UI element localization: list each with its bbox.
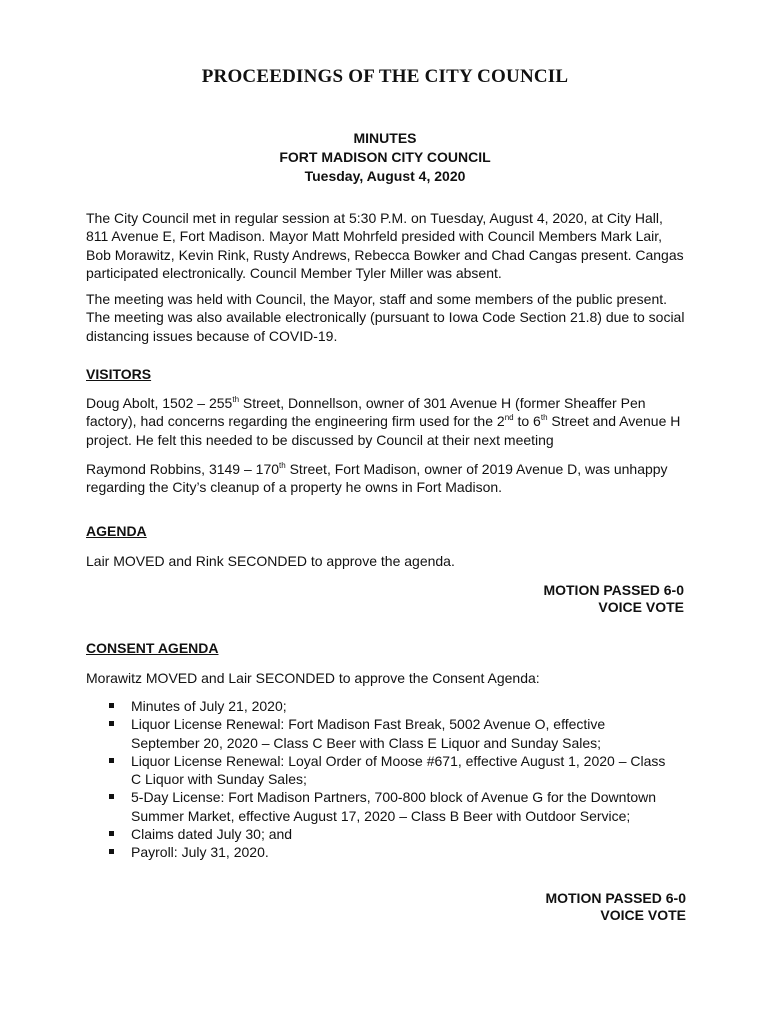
list-item (108, 825, 668, 843)
visitors-heading: VISITORS (86, 366, 152, 382)
bullet-icon (109, 794, 114, 799)
ordinal-suffix: th (540, 413, 548, 423)
list-item-text: 5-Day License: Fort Madison Partners, 700-800 block of Avenue G for the Downtown Summer Market, effective August 17, 2020 – Class B Beer with Outdoor Service; (131, 789, 657, 824)
visitor-abolt-text-b: Street, Donnellson, owner of 301 Avenue H (former Sheaffer Pen factory), had concerns regarding the engineering firm used for the 2 (86, 395, 646, 430)
visitor-abolt-text-a: Doug Abolt, 1502 – 255 (86, 395, 233, 411)
list-item (108, 788, 668, 825)
bullet-icon (109, 703, 114, 708)
consent-agenda-list (108, 697, 668, 862)
list-item (108, 843, 668, 861)
list-item (108, 715, 668, 752)
consent-motion-result: MOTION PASSED 6-0 (545, 890, 686, 906)
meeting-format-paragraph: The meeting was held with Council, the Mayor, staff and some members of the public present. The meeting was also available electronically (pursuant to Iowa Code Section 21.8) due to social distancing issues because of COVID-19. (86, 291, 685, 344)
agenda-motion-text: Lair MOVED and Rink SECONDED to approve the agenda. (86, 553, 455, 569)
visitor-abolt-text-d: Street and Avenue H project. He felt this needed to be discussed by Council at their next meeting (86, 413, 681, 448)
list-item-text: Payroll: July 31, 2020. (131, 844, 269, 861)
list-item-text: Minutes of July 21, 2020; (131, 698, 287, 714)
consent-agenda-motion-text: Morawitz MOVED and Lair SECONDED to approve the Consent Agenda: (86, 670, 540, 686)
list-item-text: Claims dated July 30; and (131, 826, 293, 843)
visitor-abolt-text-c: to 6 (513, 413, 541, 430)
agenda-motion-result: MOTION PASSED 6-0 (543, 582, 684, 598)
intro-paragraph: The City Council met in regular session at 5:30 P.M. on Tuesday, August 4, 2020, at City Hall, 811 Avenue E, Fort Madison. Mayor Matt Mohrfeld presided with Council Members Mark Lair, Bob Morawitz, Kevin Rink, Rusty Andrews, Rebecca Bowker and Chad Cangas present. Cangas participated electronically. Council Member Tyler Miller was absent. (86, 210, 684, 281)
visitor-abolt-paragraph (86, 394, 686, 449)
ordinal-suffix: nd (504, 413, 514, 423)
bullet-icon (109, 831, 114, 836)
agenda-heading: AGENDA (86, 523, 147, 539)
bullet-icon (109, 721, 114, 726)
list-item (108, 752, 668, 789)
list-item-text: Liquor License Renewal: Loyal Order of Moose #671, effective August 1, 2020 – Class C Liquor with Sunday Sales; (131, 752, 666, 788)
list-item-text: Liquor License Renewal: Fort Madison Fast Break, 5002 Avenue O, effective September 20, 2020 – Class C Beer with Class E Liquor and Sunday Sales; (131, 716, 606, 751)
visitor-robbins-paragraph (86, 460, 686, 497)
page-title: PROCEEDINGS OF THE CITY COUNCIL (201, 66, 569, 87)
visitor-robbins-text-b: Street, Fort Madison, owner of 2019 Avenue D, was unhappy regarding the City’s cleanup of a property he owns in Fort Madison. (86, 461, 668, 496)
ordinal-suffix: th (232, 395, 240, 404)
bullet-icon (109, 849, 114, 854)
visitor-robbins-text-a: Raymond Robbins, 3149 – 170 (86, 461, 280, 477)
bullet-icon (109, 758, 114, 763)
minutes-label: MINUTES (353, 130, 417, 146)
list-item (108, 697, 668, 715)
council-name: FORT MADISON CITY COUNCIL (279, 149, 491, 165)
consent-agenda-heading: CONSENT AGENDA (86, 640, 219, 656)
consent-vote-type: VOICE VOTE (600, 907, 686, 923)
ordinal-suffix: th (279, 461, 286, 470)
meeting-date: Tuesday, August 4, 2020 (304, 168, 466, 184)
agenda-vote-type: VOICE VOTE (598, 599, 684, 615)
